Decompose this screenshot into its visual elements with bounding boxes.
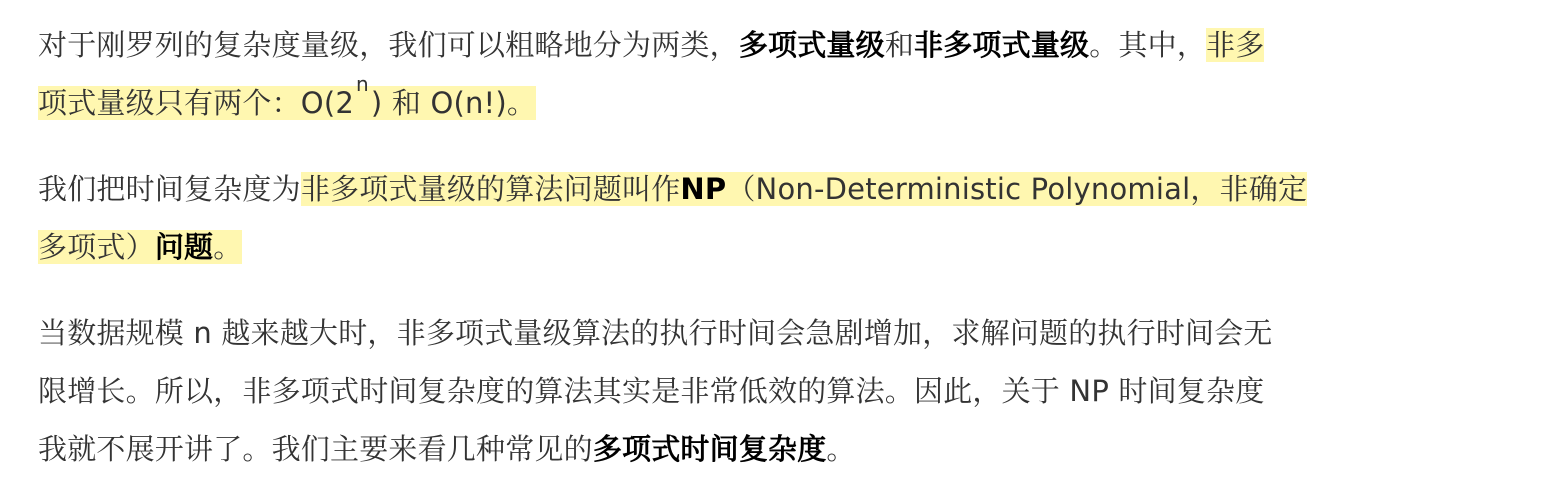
highlight-line2-post: ) 和 O(n!)。 (370, 86, 537, 120)
paragraph-np-definition (38, 160, 1307, 276)
p3-line1: 当数据规模 n 越来越大时，非多项式量级算法的执行时间会急剧增加，求解问题的执行时间会无 (38, 316, 1273, 350)
p2-paren-end: 多项式） (38, 230, 155, 264)
p1-and-text: 和 (884, 28, 915, 62)
highlight-line2-pre: 项式量级只有两个：O(2 (38, 86, 354, 120)
p3-line3-end: 。 (826, 432, 856, 466)
highlight-line1: 非多 (1206, 28, 1265, 62)
term-non-polynomial: 非多项式量级 (914, 28, 1090, 62)
p1-intro-text: 对于刚罗列的复杂度量级，我们可以粗略地分为两类， (38, 28, 739, 62)
paragraph-conclusion (38, 304, 1273, 478)
exponent-n: n (356, 72, 369, 96)
paragraph-complexity-categories (38, 16, 1264, 132)
highlight-line2 (38, 72, 537, 120)
term-np: NP (680, 172, 727, 206)
p2-intro-text: 我们把时间复杂度为 (38, 172, 301, 206)
term-problem: 问题 (154, 230, 214, 264)
p1-tail-text: 。其中， (1089, 28, 1207, 62)
p2-highlight-lead: 非多项式量级的算法问题叫作 (300, 172, 681, 206)
p3-line2: 限增长。所以，非多项式时间复杂度的算法其实是非常低效的算法。因此，关于 NP 时间复杂度 (38, 374, 1265, 408)
p3-line3-pre: 我就不展开讲了。我们主要来看几种常见的 (38, 432, 593, 466)
p2-paren-text: （Non-Deterministic Polynomial，非确定 (726, 172, 1308, 206)
term-polynomial-time-complexity: 多项式时间复杂度 (592, 432, 827, 466)
p2-period: 。 (213, 230, 243, 264)
term-polynomial: 多项式量级 (738, 28, 885, 62)
